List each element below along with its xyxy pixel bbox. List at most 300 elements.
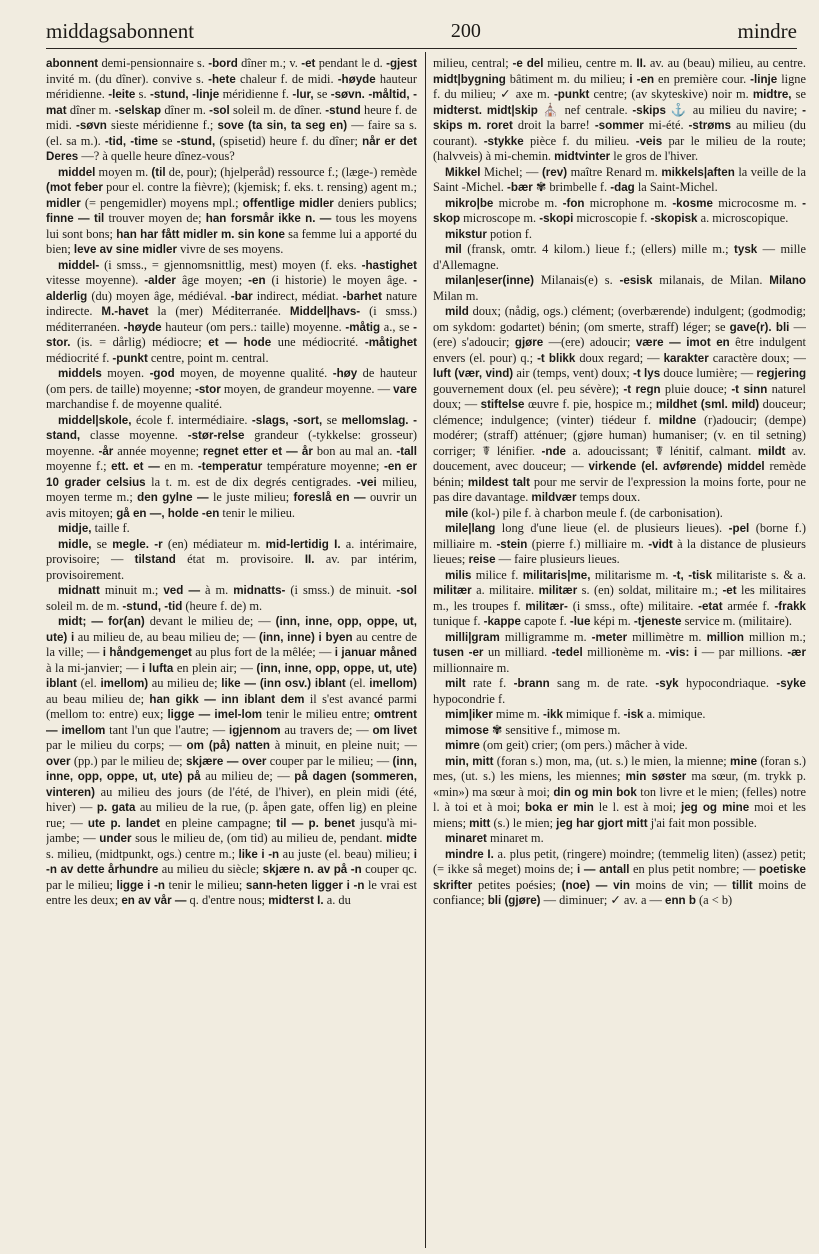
headword: finne — til <box>46 212 105 225</box>
headword: mildest talt <box>467 475 530 489</box>
headword: -en <box>248 274 266 287</box>
dictionary-entry <box>433 242 806 273</box>
definition-text: école f. intermédiaire. <box>131 412 252 427</box>
definition-text: pour el. contre la fièvre); (kjemisk; f. eks. t. rensing) agent m.; <box>102 180 417 194</box>
definition-text: un milliard. <box>483 645 552 659</box>
definition-text: au juste (el. beau) milieu; <box>279 846 414 861</box>
headword: -sol <box>396 584 417 597</box>
definition-text: se <box>791 87 806 101</box>
headword: (inn, inne, opp, oppe, ut, ute) på <box>46 754 417 783</box>
definition-text: gouvernement doux (el. peu sévère); <box>433 381 624 396</box>
headword: -lue <box>569 615 591 628</box>
headword: -lur, <box>292 88 314 101</box>
definition-text: a. adoucissant; ☤ lénitif, calmant. <box>565 443 758 458</box>
headword: på dagen (sommeren, vinteren) <box>46 770 417 799</box>
dictionary-entry <box>46 366 417 413</box>
headword: mitt <box>469 816 491 830</box>
headword: i -n av dette århundre <box>46 847 417 876</box>
headword: p. gata <box>96 801 136 814</box>
definition-text: doux regard; — <box>575 350 664 365</box>
headword: i lufta <box>142 661 174 675</box>
headword: middel- <box>58 258 100 272</box>
headword: megle. -r <box>112 537 163 551</box>
dictionary-entry <box>433 630 806 677</box>
definition-text: mimique f. <box>562 707 624 721</box>
headword: -høyde <box>123 320 162 334</box>
headword: bli (gjøre) <box>487 894 541 907</box>
dictionary-entry <box>46 413 417 522</box>
headword: luft (vær, vind) <box>433 367 514 380</box>
headword: midler <box>46 196 81 210</box>
definition-text: (pierre f.) milliaire m. <box>527 536 649 551</box>
definition-text: av. au (beau) milieu, au centre. <box>646 56 806 70</box>
definition-text: — faire plusieurs lieues. <box>495 552 620 566</box>
definition-text: une médiocrité. <box>271 335 365 349</box>
definition-text: ouvrir un avis mitoyen; <box>46 490 417 520</box>
definition-text: a. militaire. <box>471 583 539 597</box>
definition-text: moins de vin; — <box>629 877 733 892</box>
headword: -alder <box>144 274 176 287</box>
definition-text: (om geit) crier; (om pers.) mâcher à vide. <box>479 738 688 752</box>
headword: -stor <box>194 382 221 396</box>
definition-text: s. milieu, (midtpunkt, ogs.) centre m.; <box>46 846 239 861</box>
definition-text: milieu, central; <box>433 56 513 70</box>
definition-text: ton livre et le mien; (felles) notre l. à toi et à moi; <box>433 784 806 814</box>
headword: -punkt <box>112 351 148 365</box>
headword: -stund, <box>176 134 216 148</box>
definition-text: sa femme lui a apporté du bien; <box>46 226 417 256</box>
headword: militær- <box>525 599 568 613</box>
headword: igjennom <box>228 723 281 737</box>
headword: -dag <box>610 181 635 194</box>
definition-text: au milieu de; <box>148 676 222 690</box>
definition-text: a. plus petit, (ringere) moindre; (temmelig liten) (assez) petit; (= ikke så meget) moins de; <box>433 846 806 876</box>
headword: mildvær <box>531 491 577 504</box>
headword: midterst I. <box>268 894 324 907</box>
definition-text: militariste s. & a. <box>712 567 806 582</box>
definition-text: état m. provisoire. <box>175 552 305 566</box>
definition-text: ⛪ nef centrale. <box>537 102 633 117</box>
definition-text: centre; (av skyteskive) noir m. <box>589 87 753 101</box>
definition-text: en m. <box>159 459 198 473</box>
headword: et — hode <box>208 336 272 349</box>
dictionary-entry <box>46 614 417 909</box>
headword: II. <box>304 553 315 566</box>
headword: -stund, -linje <box>150 88 220 101</box>
headword: skjære n. av på -n <box>262 863 362 876</box>
headword: tusen -er <box>433 646 484 659</box>
headword: min søster <box>625 770 687 783</box>
headword: -barhet <box>342 289 382 303</box>
headword: M.-havet <box>101 305 149 318</box>
definition-text: (du) moyen âge, médiéval. <box>87 288 231 303</box>
headword: -vidt <box>648 537 673 551</box>
headword: -linje <box>750 72 778 86</box>
dictionary-entry <box>46 56 417 165</box>
headword: (inn, inne) i byen <box>258 630 353 644</box>
headword: mile|lang <box>445 522 496 535</box>
headword: -syke <box>776 677 806 690</box>
headword: midt; — for(an) <box>58 615 145 628</box>
left-column <box>46 56 417 1246</box>
definition-text: (borne f.) milliaire m. <box>433 521 806 551</box>
definition-text: pièce f. du milieu. <box>523 133 636 148</box>
definition-text: doux; (nådig, ogs.) clément; (overbærende) indulgent; (godmodig; om sykdom: godartet) bénin; (om smerte, straff) léger; se <box>433 304 806 334</box>
definition-text: se <box>322 412 342 427</box>
definition-text: milanais, de Milan. <box>652 273 770 287</box>
headword: like i -n <box>238 847 280 861</box>
definition-text: millionème m. <box>582 645 666 659</box>
definition-text: douce lumière; — <box>660 366 757 380</box>
definition-text: heure f. de midi. <box>46 102 417 132</box>
headword: imellom) <box>100 677 149 690</box>
definition-text: milligramme m. <box>499 629 592 644</box>
headword: -isk <box>623 708 644 721</box>
definition-text: moi et les miens; <box>433 800 806 830</box>
definition-text: —? à quelle heure dînez-vous? <box>78 149 235 163</box>
headword: sann-heten ligger i -n <box>245 878 365 892</box>
headword: mindre I. <box>445 847 494 861</box>
dictionary-entry <box>46 521 417 537</box>
definition-text: vitesse moyenne). <box>46 273 145 287</box>
definition-text: se <box>91 536 113 551</box>
headword: -etat <box>698 599 723 613</box>
headword: under <box>99 832 132 845</box>
definition-text: tous les moyens lui sont bons; <box>46 211 417 241</box>
headword: mid-lertidig I. <box>265 537 341 551</box>
headword: -høyde <box>337 72 376 86</box>
headword: midterst. midt|skip <box>433 103 538 117</box>
definition-text: microphone m. <box>584 195 673 210</box>
definition-text: — par millions. <box>697 645 788 659</box>
headword: reise <box>468 553 496 566</box>
definition-text: moyen, de grandeur moyenne. — <box>220 381 394 396</box>
headword: poetiske skrifter <box>433 863 806 892</box>
definition-text: dîner m. <box>66 102 115 117</box>
definition-text: sieste méridienne f.; <box>106 118 218 132</box>
dictionary-entry <box>433 506 806 522</box>
definition-text: tenir le milieu. <box>219 505 295 520</box>
definition-text: la veille de la Saint -Michel. <box>433 164 806 194</box>
dictionary-entry <box>46 583 417 614</box>
dictionary-entry <box>46 537 417 584</box>
headword: middel <box>58 165 96 179</box>
definition-text: (i smss., ofte) militaire. <box>567 598 699 613</box>
definition-text: millimètre m. <box>627 629 707 644</box>
definition-text: au milieu de; — <box>200 769 295 783</box>
headword: mile <box>445 506 469 520</box>
headword: -skopisk <box>650 212 698 225</box>
definition-text: militarisme m. <box>590 567 673 582</box>
definition-text: air (temps, vent) doux; <box>513 366 633 380</box>
definition-text: tenir le milieu; <box>165 877 246 892</box>
headword: tilstand <box>134 553 176 566</box>
dictionary-entry <box>433 273 806 304</box>
headword: -selskap <box>114 103 162 117</box>
headword: en av vår — <box>121 894 187 907</box>
definition-text: (i smss.) méditerranéen. <box>46 304 417 334</box>
definition-text: se <box>158 133 177 148</box>
definition-text: (el. <box>76 676 101 690</box>
definition-text: les militaires m., les troupes f. <box>433 583 806 613</box>
headword: mildne <box>658 413 697 427</box>
headword: han forsmår ikke n. — <box>205 212 332 225</box>
definition-text: a. intérimaire, provisoire; — <box>46 536 417 566</box>
definition-text: moyen, de moyenne qualité. <box>174 366 333 380</box>
headword: offentlige midler <box>242 196 334 210</box>
definition-text: av. par intérim, provisoirement. <box>46 552 417 582</box>
definition-text: (spisetid) heure f. du dîner; <box>215 133 363 148</box>
definition-text: soleil m. de dîner. <box>229 102 326 117</box>
definition-text: méridienne f. <box>219 87 293 101</box>
headword: leve av sine midler <box>73 243 177 256</box>
definition-text: ⚓ au milieu du navire; <box>665 102 803 117</box>
headword: -punkt <box>553 88 590 101</box>
headword: -t sinn <box>731 382 768 396</box>
definition-text: (kol-) pile f. à charbon meule f. (de carbonisation). <box>468 505 723 520</box>
headword: -vei <box>356 475 377 489</box>
headword: (noe) — vin <box>561 878 630 892</box>
definition-text: a. mimique. <box>643 707 706 721</box>
headword: -hete <box>208 72 236 86</box>
headword: -søvn. -måltid, -mat <box>46 88 417 117</box>
headword: -stør-relse <box>187 429 245 442</box>
definition-text: milieu, moyen terme m.; <box>46 474 417 504</box>
headword: mimose <box>445 723 489 737</box>
header-left-guideword: middagsabonnent <box>46 19 195 43</box>
definition-text: (a < b) <box>695 893 733 907</box>
headword: mellomslag. -stand, <box>46 413 417 442</box>
definition-text: tunique f. <box>433 614 484 628</box>
definition-text: marchandise f. de moyenne qualité. <box>46 397 223 411</box>
definition-text: remède bénin; <box>433 459 806 489</box>
headword: -tedel <box>551 646 583 659</box>
definition-text: képi m. <box>590 614 634 628</box>
headword: Middel|havs- <box>289 305 361 318</box>
dictionary-entry <box>433 831 806 847</box>
headword: milis <box>445 568 472 582</box>
headword: -nde <box>541 444 566 458</box>
headword: regjering <box>756 367 806 380</box>
definition-text: classe moyenne. <box>80 428 188 442</box>
definition-text: rate f. <box>465 676 514 690</box>
definition-text: température moyenne; <box>262 459 384 473</box>
column-separator <box>425 52 426 1248</box>
definition-text: pluie douce; <box>660 381 732 396</box>
headword: milli|gram <box>445 630 500 644</box>
headword: middel|skole, <box>58 413 132 427</box>
headword: -bær <box>507 181 533 194</box>
headword: være — imot en <box>635 336 730 349</box>
headword: ligge — imel-lom <box>167 708 263 721</box>
definition-text: —(ere) s'adoucir; <box>433 319 806 349</box>
headword: midle, <box>58 537 92 551</box>
definition-text: la Saint-Michel. <box>634 180 718 194</box>
headword: tysk <box>734 243 758 256</box>
headword: -bar <box>230 289 253 303</box>
definition-text: pour me servir de l'expression la moins forte, pour ne pas dire davantage. <box>433 474 806 504</box>
headword: han gikk — inn iblant dem <box>149 692 305 706</box>
definition-text: — mille d'Allemagne. <box>433 242 806 272</box>
definition-text: grandeur (-tykkelse: grosseur) moyenne. <box>46 428 417 458</box>
headword: Milano <box>769 274 806 287</box>
definition-text: à minuit, en pleine nuit; — <box>269 738 417 752</box>
definition-text: moyen m. <box>95 164 152 179</box>
definition-text: s. <box>135 87 150 101</box>
headword: -slags, -sort, <box>251 413 323 427</box>
definition-text: j'ai fait mon possible. <box>647 815 757 830</box>
headword: sove (ta sin, ta seg en) <box>217 119 348 132</box>
definition-text: chaleur f. de midi. <box>235 71 338 86</box>
definition-text: en première cour. <box>654 71 751 86</box>
headword: -måtig <box>345 320 381 334</box>
definition-text: au milieu du siècle; <box>158 862 263 876</box>
definition-text: au centre de la ville; — <box>46 629 417 659</box>
headword: om livet <box>372 723 417 737</box>
definition-text: (= pengemidler) moyens mpl.; <box>80 195 243 210</box>
definition-text: service m. (militaire). <box>681 614 792 628</box>
headword: min, mitt <box>445 754 494 768</box>
headword: -leite <box>108 88 136 101</box>
headword: boka er min <box>525 801 594 814</box>
headword: tillit <box>732 878 753 892</box>
headword: -stund <box>325 103 361 117</box>
headword: -pel <box>728 522 750 535</box>
definition-text: minuit m.; <box>99 583 164 597</box>
headword: midtre, <box>752 88 792 101</box>
definition-text: à la mi-janvier; — <box>46 660 143 675</box>
headword: -skips <box>632 103 666 117</box>
definition-text: — diminuer; ✓ av. a — <box>540 893 666 907</box>
headword: -brann <box>513 677 550 690</box>
definition-text: deniers publics; <box>333 195 417 210</box>
definition-text: (i smss.) de minuit. <box>285 583 397 597</box>
definition-text: hauteur méridienne. <box>46 71 417 101</box>
definition-text: jusqu'à mi-jambe; — <box>46 815 417 845</box>
headword: regnet etter et — år <box>203 444 313 458</box>
definition-text: microbe m. <box>493 195 563 210</box>
headword: -sommer <box>594 119 644 132</box>
definition-text: (el. <box>345 676 370 690</box>
definition-text: (foran s.) mon, ma, (ut. s.) le mien, la mienne; <box>493 753 731 768</box>
definition-text: armée f. <box>722 598 775 613</box>
definition-text: a. du <box>323 893 351 907</box>
headword: mikkels|aften <box>661 165 735 179</box>
definition-text: Milanais(e) s. <box>533 273 620 287</box>
definition-text: le vrai est entre les deux; <box>46 877 417 907</box>
definition-text: indirect, médiat. <box>252 288 343 303</box>
headword: mildhet (sml. mild) <box>655 398 760 411</box>
headword: -søvn <box>75 119 107 132</box>
definition-text: a. microscopique. <box>697 211 789 225</box>
definition-text: trouver moyen de; <box>104 211 206 225</box>
definition-text: par le milieu du corps; — <box>46 738 187 752</box>
definition-text: long d'une lieue (el. de plusieurs lieues). <box>495 521 729 535</box>
definition-text: au milieu de la rue, (p. åpen gate, offen lig) en pleine rue; — <box>46 800 417 830</box>
definition-text: au beau milieu de; <box>46 691 150 706</box>
definition-text: potion f. <box>486 226 532 241</box>
definition-text: (heure f. de) m. <box>182 598 263 613</box>
definition-text: (en) médiateur m. <box>162 536 266 551</box>
definition-text: taille f. <box>91 521 130 535</box>
headword: -temperatur <box>197 460 263 473</box>
headword: gjøre <box>514 336 544 349</box>
definition-text: Michel; — <box>480 164 542 179</box>
dictionary-entry <box>433 304 806 506</box>
headword: (mot feber <box>46 181 103 194</box>
definition-text: mi-été. <box>643 118 689 132</box>
definition-text: devant le milieu de; — <box>144 614 276 628</box>
definition-text: sang m. de rate. <box>549 676 656 690</box>
definition-text: nature indirecte. <box>46 288 417 318</box>
headword: mikro|be <box>445 196 494 210</box>
headword: (inn, inne, opp, oppe, ut, ute) iblant <box>46 661 417 690</box>
definition-text: av. doucement, avec douceur; — <box>433 443 806 473</box>
headword: -tjeneste <box>633 615 682 628</box>
headword: abonnent <box>46 57 99 70</box>
dictionary-entry <box>433 227 806 243</box>
dictionary-entry <box>433 707 806 723</box>
headword: -esisk <box>619 274 653 287</box>
headword: -kappe <box>483 615 521 628</box>
headword: midtvinter <box>554 150 611 163</box>
definition-text: minaret m. <box>486 831 544 845</box>
headword: skjære — over <box>185 754 267 768</box>
headword: -stund, -tid <box>122 599 183 613</box>
definition-text: bon au mal an. <box>312 443 397 458</box>
headword: gave(r). bli <box>729 320 790 334</box>
definition-text: le gros de l'hiver. <box>610 149 699 163</box>
headword: -stor. <box>46 320 417 349</box>
definition-text: en pleine campagne; <box>160 815 277 830</box>
headword: -skop <box>433 196 806 225</box>
headword: ute p. landet <box>87 816 161 830</box>
headword: midt|bygning <box>433 72 506 86</box>
headword: milt <box>445 677 466 690</box>
dictionary-entry <box>433 196 806 227</box>
definition-text: tenir le milieu entre; <box>262 707 374 721</box>
headword: (til <box>151 165 166 179</box>
definition-text: tant l'un que l'autre; — <box>105 722 229 737</box>
headword: enn b <box>665 894 696 907</box>
definition-text: vivre de ses moyens. <box>177 242 284 256</box>
definition-text: hypocondriaque. <box>678 676 777 690</box>
headword: -ikk <box>542 708 563 721</box>
definition-text: ligne f. du milieu; ✓ axe m. <box>433 71 806 101</box>
headword: -bord <box>208 57 238 70</box>
page-number: 200 <box>450 20 481 42</box>
definition-text: dîner m.; v. <box>237 56 302 70</box>
headword: virkende (el. avførende) middel <box>588 460 765 473</box>
headword: i håndgemenget <box>102 646 192 659</box>
definition-text: le l. est à moi; <box>593 800 682 814</box>
definition-text: (i smss., = gjennomsnittlig, mest) moyen (f. eks. <box>99 257 362 272</box>
definition-text: la t. m. est de dix degrés centigrades. <box>145 474 357 489</box>
headword: (rev) <box>541 165 568 179</box>
definition-text: douceur; clémence; indulgence; (vinter) tiédeur f. <box>433 397 806 427</box>
definition-text: la (mer) Méditerranée. <box>148 304 290 318</box>
definition-text: (fransk, omtr. 4 kilom.) lieue f.; (ellers) mille m.; <box>461 242 735 256</box>
headword: militær <box>433 584 472 597</box>
definition-text: temps doux. <box>576 490 641 504</box>
page-header <box>46 16 797 46</box>
headword: i — antall <box>577 863 630 876</box>
definition-text: — faire sa s. (el. sa m.). <box>46 118 417 148</box>
headword: -stykke <box>483 134 524 148</box>
dictionary-entry <box>433 568 806 630</box>
headword: jeg og mine <box>681 801 750 814</box>
definition-text: caractère doux; — <box>708 350 806 365</box>
